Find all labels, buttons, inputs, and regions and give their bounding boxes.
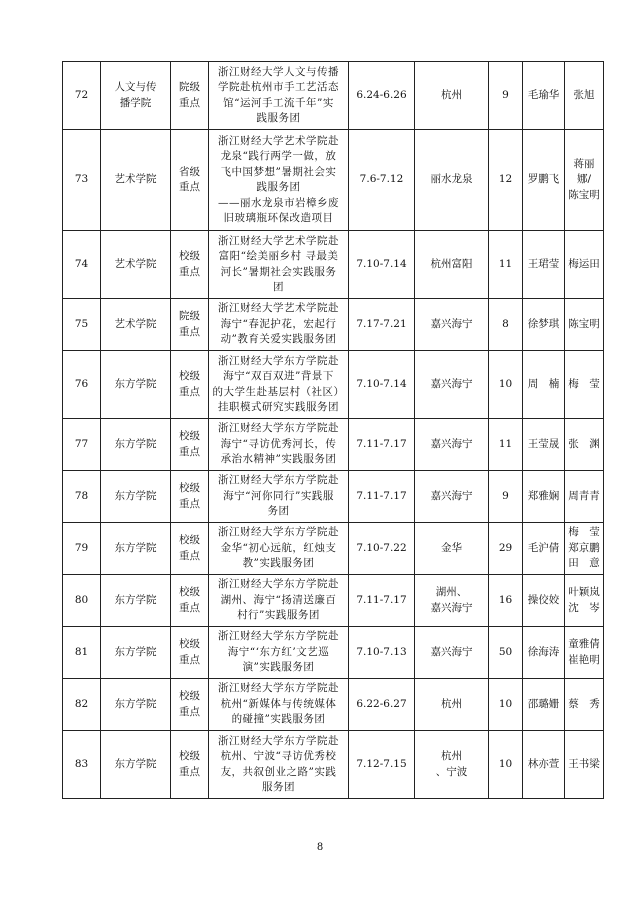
row-number: 72: [63, 62, 101, 130]
project-name-line: 飞中国梦想”暑期社会实: [220, 165, 337, 178]
team-leader: 徐梦琪: [523, 299, 565, 351]
location: [415, 575, 489, 627]
project-level-line: 重点: [179, 385, 200, 398]
project-level: [171, 351, 209, 419]
project-level-line: 校级: [179, 534, 200, 546]
advisor-teacher-line: 叶颖岚: [568, 586, 600, 598]
date-range: 7.11-7.17: [349, 471, 415, 523]
location: 嘉兴海宁: [415, 351, 489, 419]
project-level-line: 重点: [179, 445, 200, 458]
advisor-teacher-line: 蒋丽娜/: [573, 157, 595, 186]
team-leader: 邵璐姗: [523, 679, 565, 731]
row-number: 83: [63, 731, 101, 799]
college-name: 艺术学院: [101, 130, 171, 231]
location: 丽水龙泉: [415, 130, 489, 231]
project-name-line: 浙江财经大学艺术学院赴: [218, 234, 339, 247]
table-row: [63, 471, 604, 523]
project-name-line: 承治水精神”实践服务团: [220, 453, 337, 466]
row-number: 76: [63, 351, 101, 419]
project-level-line: 校级: [179, 482, 200, 494]
project-level: [171, 575, 209, 627]
project-level-line: 重点: [179, 653, 200, 666]
project-name-line: 动”教育关爱实践服务团: [220, 333, 337, 346]
project-name-line: 团: [273, 281, 284, 293]
project-level-line: 校级: [179, 430, 200, 442]
project-level: [171, 62, 209, 130]
location: 嘉兴海宁: [415, 627, 489, 679]
project-name-line: 村行”实践服务团: [237, 609, 320, 622]
team-leader: 罗鹏飞: [523, 130, 565, 231]
project-level-line: 院级: [179, 310, 200, 322]
advisor-teacher-line: 郑京鹏: [568, 541, 600, 554]
college-name: 艺术学院: [101, 231, 171, 299]
project-name-line: 践服务团: [256, 112, 301, 124]
project-name-line: 浙江财经大学东方学院赴: [218, 578, 339, 591]
project-level: [171, 419, 209, 471]
location: 嘉兴海宁: [415, 419, 489, 471]
member-count: 16: [489, 575, 523, 627]
location: 杭州: [415, 679, 489, 731]
project-name-line: 挂职模式研究实践服务团: [218, 401, 339, 413]
row-number: 73: [63, 130, 101, 231]
member-count: 29: [489, 523, 523, 575]
project-name: [209, 575, 349, 627]
project-level-line: 校级: [179, 750, 200, 762]
page-number: 8: [316, 842, 324, 853]
team-leader: 郑雅娴: [523, 471, 565, 523]
table-body: [63, 62, 604, 799]
advisor-teacher-line: 陈宝明: [568, 188, 600, 201]
member-count: 10: [489, 731, 523, 799]
member-count: 8: [489, 299, 523, 351]
college-name: 艺术学院: [101, 299, 171, 351]
project-name-line: 浙江财经大学东方学院赴: [218, 474, 339, 487]
project-name-line: 友，共叙创业之路”实践: [220, 765, 337, 778]
advisor-teacher: 周青青: [565, 471, 604, 523]
project-name: [209, 130, 349, 231]
project-name-line: 务团: [267, 505, 290, 518]
project-name-line: 龙泉“践行两学一做，放: [220, 150, 337, 162]
advisor-teacher: 张旭: [565, 62, 604, 130]
project-level-line: 重点: [179, 181, 200, 193]
team-leader: 徐海涛: [523, 627, 565, 679]
project-name-line: 践服务团: [256, 181, 301, 193]
project-level-line: 校级: [179, 250, 200, 262]
project-name-line: 服务团: [262, 781, 295, 793]
advisor-teacher: [565, 523, 604, 575]
row-number: 79: [63, 523, 101, 575]
table-row: [63, 130, 604, 231]
advisor-teacher-line: 崔艳明: [568, 653, 600, 666]
table-row: [63, 419, 604, 471]
team-leader: 王珺莹: [523, 231, 565, 299]
project-name: [209, 231, 349, 299]
project-name-line: 浙江财经大学东方学院赴: [218, 734, 339, 747]
advisor-teacher: 蔡 秀: [565, 679, 604, 731]
project-name-line: 富阳“绘美丽乡村 寻最美: [218, 250, 339, 262]
member-count: 10: [489, 679, 523, 731]
date-range: 7.11-7.17: [349, 575, 415, 627]
project-name: [209, 62, 349, 130]
date-range: 7.10-7.14: [349, 351, 415, 419]
project-name-line: 浙江财经大学东方学院赴: [218, 422, 339, 435]
advisor-teacher: 梅 莹: [565, 351, 604, 419]
row-number: 75: [63, 299, 101, 351]
team-leader: 毛瑜华: [523, 62, 565, 130]
project-name-line: 浙江财经大学人文与传播: [218, 65, 339, 78]
project-name-line: 杭州、宁波“寻访优秀校: [220, 750, 337, 762]
project-name-line: 浙江财经大学东方学院赴: [218, 354, 339, 367]
advisor-teacher: [565, 130, 604, 231]
table-row: [63, 299, 604, 351]
college-name: 东方学院: [101, 679, 171, 731]
project-name: [209, 299, 349, 351]
project-name-line: 浙江财经大学东方学院赴: [218, 630, 339, 643]
college-name-line: 播学院: [119, 96, 152, 109]
project-name-line: 金华“初心远航，红烛支: [220, 541, 337, 554]
project-level-line: 重点: [179, 765, 200, 778]
project-name-line: 海宁“寻访优秀河长，传: [220, 437, 337, 450]
project-name-line: 教”实践服务团: [242, 557, 315, 570]
team-leader: 周 楠: [523, 351, 565, 419]
project-level: [171, 627, 209, 679]
project-level-line: 重点: [179, 325, 200, 338]
project-level-line: 校级: [179, 638, 200, 650]
college-name: 东方学院: [101, 351, 171, 419]
project-level-line: 重点: [179, 705, 200, 718]
table-row: [63, 575, 604, 627]
project-name: [209, 627, 349, 679]
member-count: 10: [489, 351, 523, 419]
project-level-line: 重点: [179, 265, 200, 278]
member-count: 50: [489, 627, 523, 679]
project-level: [171, 731, 209, 799]
date-range: 7.17-7.21: [349, 299, 415, 351]
row-number: 80: [63, 575, 101, 627]
project-name-line: 杭州“新媒体与传统媒体: [220, 697, 337, 710]
project-name-line: 浙江财经大学东方学院赴: [218, 682, 339, 695]
date-range: 6.24-6.26: [349, 62, 415, 130]
project-level-line: 重点: [179, 497, 200, 510]
project-name-line: 演”实践服务团: [242, 661, 315, 674]
project-name: [209, 419, 349, 471]
date-range: 7.10-7.13: [349, 627, 415, 679]
college-name: 东方学院: [101, 575, 171, 627]
member-count: 12: [489, 130, 523, 231]
college-name: 东方学院: [101, 627, 171, 679]
location: 嘉兴海宁: [415, 471, 489, 523]
advisor-teacher: 张 渊: [565, 419, 604, 471]
project-name-line: 学院赴杭州市手工艺活态: [218, 81, 339, 93]
project-name-line: 浙江财经大学东方学院赴: [218, 526, 339, 539]
project-name: [209, 471, 349, 523]
location-line: 杭州: [441, 750, 462, 762]
advisor-teacher-line: 童雅倩: [568, 638, 600, 650]
member-count: 9: [489, 471, 523, 523]
location: 杭州: [415, 62, 489, 130]
member-count: 11: [489, 231, 523, 299]
table-row: [63, 351, 604, 419]
project-level-line: 重点: [179, 601, 200, 614]
advisor-teacher: 陈宝明: [565, 299, 604, 351]
date-range: 7.12-7.15: [349, 731, 415, 799]
college-name-line: 人文与传: [114, 81, 157, 93]
location-line: 嘉兴海宁: [430, 601, 473, 614]
table-row: [63, 231, 604, 299]
project-name: [209, 679, 349, 731]
project-name: [209, 731, 349, 799]
college-name: 东方学院: [101, 523, 171, 575]
project-name-line: 海宁“春泥护花，宏起行: [220, 317, 337, 330]
team-leader: 操佼姣: [523, 575, 565, 627]
row-number: 77: [63, 419, 101, 471]
project-name-line: 的碰撞”实践服务团: [231, 713, 326, 726]
project-level-line: 重点: [179, 549, 200, 562]
project-level: [171, 130, 209, 231]
table-row: [63, 731, 604, 799]
location-line: 湖州、: [435, 586, 468, 598]
project-name-line: 海宁“河你同行”实践服: [223, 489, 334, 502]
row-number: 81: [63, 627, 101, 679]
advisor-teacher-line: 梅 莹: [568, 526, 600, 539]
date-range: 7.6-7.12: [349, 130, 415, 231]
college-name: 东方学院: [101, 419, 171, 471]
project-name-line: 馆“运河手工流千年”实: [223, 96, 334, 109]
table-row: [63, 523, 604, 575]
advisor-teacher: [565, 575, 604, 627]
team-leader: 毛沪倩: [523, 523, 565, 575]
advisor-teacher: 梅运田: [565, 231, 604, 299]
project-name-line: 海宁“‘东方红’文艺巡: [227, 645, 330, 658]
project-level: [171, 523, 209, 575]
project-name-line: 浙江财经大学艺术学院赴: [218, 134, 339, 147]
location: 金华: [415, 523, 489, 575]
project-level: [171, 231, 209, 299]
project-name-line: 海宁“双百双进”背景下: [223, 370, 334, 382]
project-name: [209, 351, 349, 419]
project-level-line: 省级: [179, 165, 200, 178]
table-row: [63, 62, 604, 130]
table-row: [63, 679, 604, 731]
project-level: [171, 299, 209, 351]
member-count: 11: [489, 419, 523, 471]
project-name-line: 浙江财经大学艺术学院赴: [218, 302, 339, 315]
date-range: 6.22-6.27: [349, 679, 415, 731]
project-name-line: 旧玻璃瓶环保改造项目: [223, 212, 334, 224]
project-level: [171, 471, 209, 523]
college-name: [101, 62, 171, 130]
team-leader: 林亦萱: [523, 731, 565, 799]
project-name-line: 河长”暑期社会实践服务: [220, 265, 337, 278]
project-name-line: 的大学生赴基层村（社区）: [212, 385, 345, 398]
project-level-line: 院级: [179, 81, 200, 93]
advisor-teacher: [565, 627, 604, 679]
date-range: 7.11-7.17: [349, 419, 415, 471]
row-number: 78: [63, 471, 101, 523]
location: 嘉兴海宁: [415, 299, 489, 351]
college-name: 东方学院: [101, 471, 171, 523]
date-range: 7.10-7.14: [349, 231, 415, 299]
location-line: 、宁波: [435, 765, 468, 778]
project-level: [171, 679, 209, 731]
college-name: 东方学院: [101, 731, 171, 799]
advisor-teacher-line: 沈 岑: [568, 601, 600, 614]
advisor-teacher-line: 田 意: [568, 557, 600, 570]
table-row: [63, 627, 604, 679]
project-name-line: 湖州、海宁“扬清送廉百: [220, 593, 337, 606]
date-range: 7.10-7.22: [349, 523, 415, 575]
location: [415, 731, 489, 799]
project-level-line: 校级: [179, 690, 200, 702]
project-level-line: 校级: [179, 370, 200, 382]
team-leader: 王莹晟: [523, 419, 565, 471]
practice-team-table: [62, 61, 604, 799]
project-name-line: ——丽水龙泉市岩樟乡废: [218, 196, 339, 209]
location: 杭州富阳: [415, 231, 489, 299]
project-level-line: 重点: [179, 96, 200, 109]
member-count: 9: [489, 62, 523, 130]
project-name: [209, 523, 349, 575]
advisor-teacher: 王书梁: [565, 731, 604, 799]
row-number: 82: [63, 679, 101, 731]
project-level-line: 校级: [179, 586, 200, 598]
row-number: 74: [63, 231, 101, 299]
